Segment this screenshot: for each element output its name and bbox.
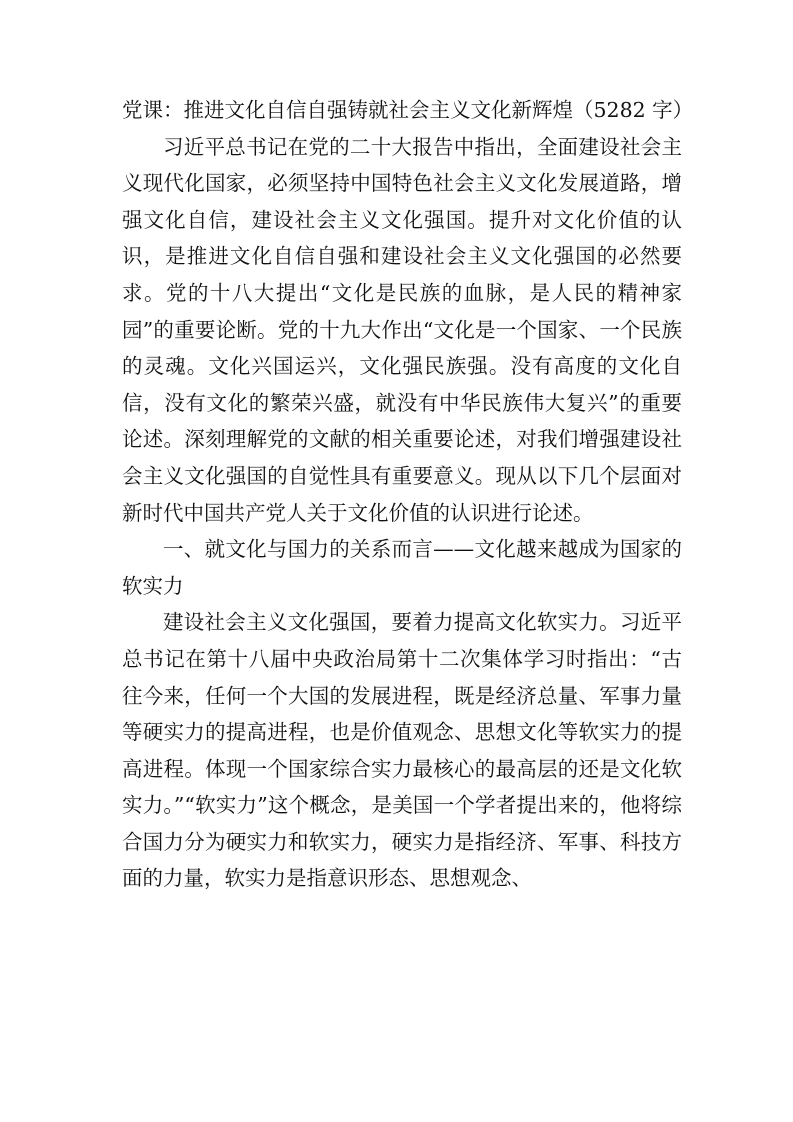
body-paragraph: 建设社会主义文化强国，要着力提高文化软实力。习近平总书记在第十八届中央政治局第十二次集体学习时指出：“古往今来，任何一个大国的发展进程，既是经济总量、军事力量等硬实力的提高进程，也是价值观念、思想文化等软实力的提高进程。体现一个国家综合实力最核心的最高层的还是文化软实力。”“软实力”这个概念，是美国一个学者提出来的，他将综合国力分为硬实力和软实力，硬实力是指经济、军事、科技方面的力量，软实力是指意识形态、思想观念、 bbox=[122, 610, 682, 891]
intro-paragraph: 习近平总书记在党的二十大报告中指出，全面建设社会主义现代化国家，必须坚持中国特色社会主义文化发展道路，增强文化自信，建设社会主义文化强国。提升对文化价值的认识，是推进文化自信自强和建设社会主义文化强国的必然要求。党的十八大提出“文化是民族的血脉，是人民的精神家园”的重要论断。党的十九大作出“文化是一个国家、一个民族的灵魂。文化兴国运兴，文化强民族强。没有高度的文化自信，没有文化的繁荣兴盛，就没有中华民族伟大复兴”的重要论述。深刻理解党的文献的相关重要论述，对我们增强建设社会主义文化强国的自觉性具有重要意义。现从以下几个层面对新时代中国共产党人关于文化价值的认识进行论述。 bbox=[122, 134, 682, 525]
section-heading-1: 一、就文化与国力的关系而言——文化越来越成为国家的软实力 bbox=[122, 537, 682, 598]
document-title: 党课：推进文化自信自强铸就社会主义文化新辉煌（5282 字） bbox=[122, 98, 694, 122]
document-page bbox=[122, 92, 694, 897]
